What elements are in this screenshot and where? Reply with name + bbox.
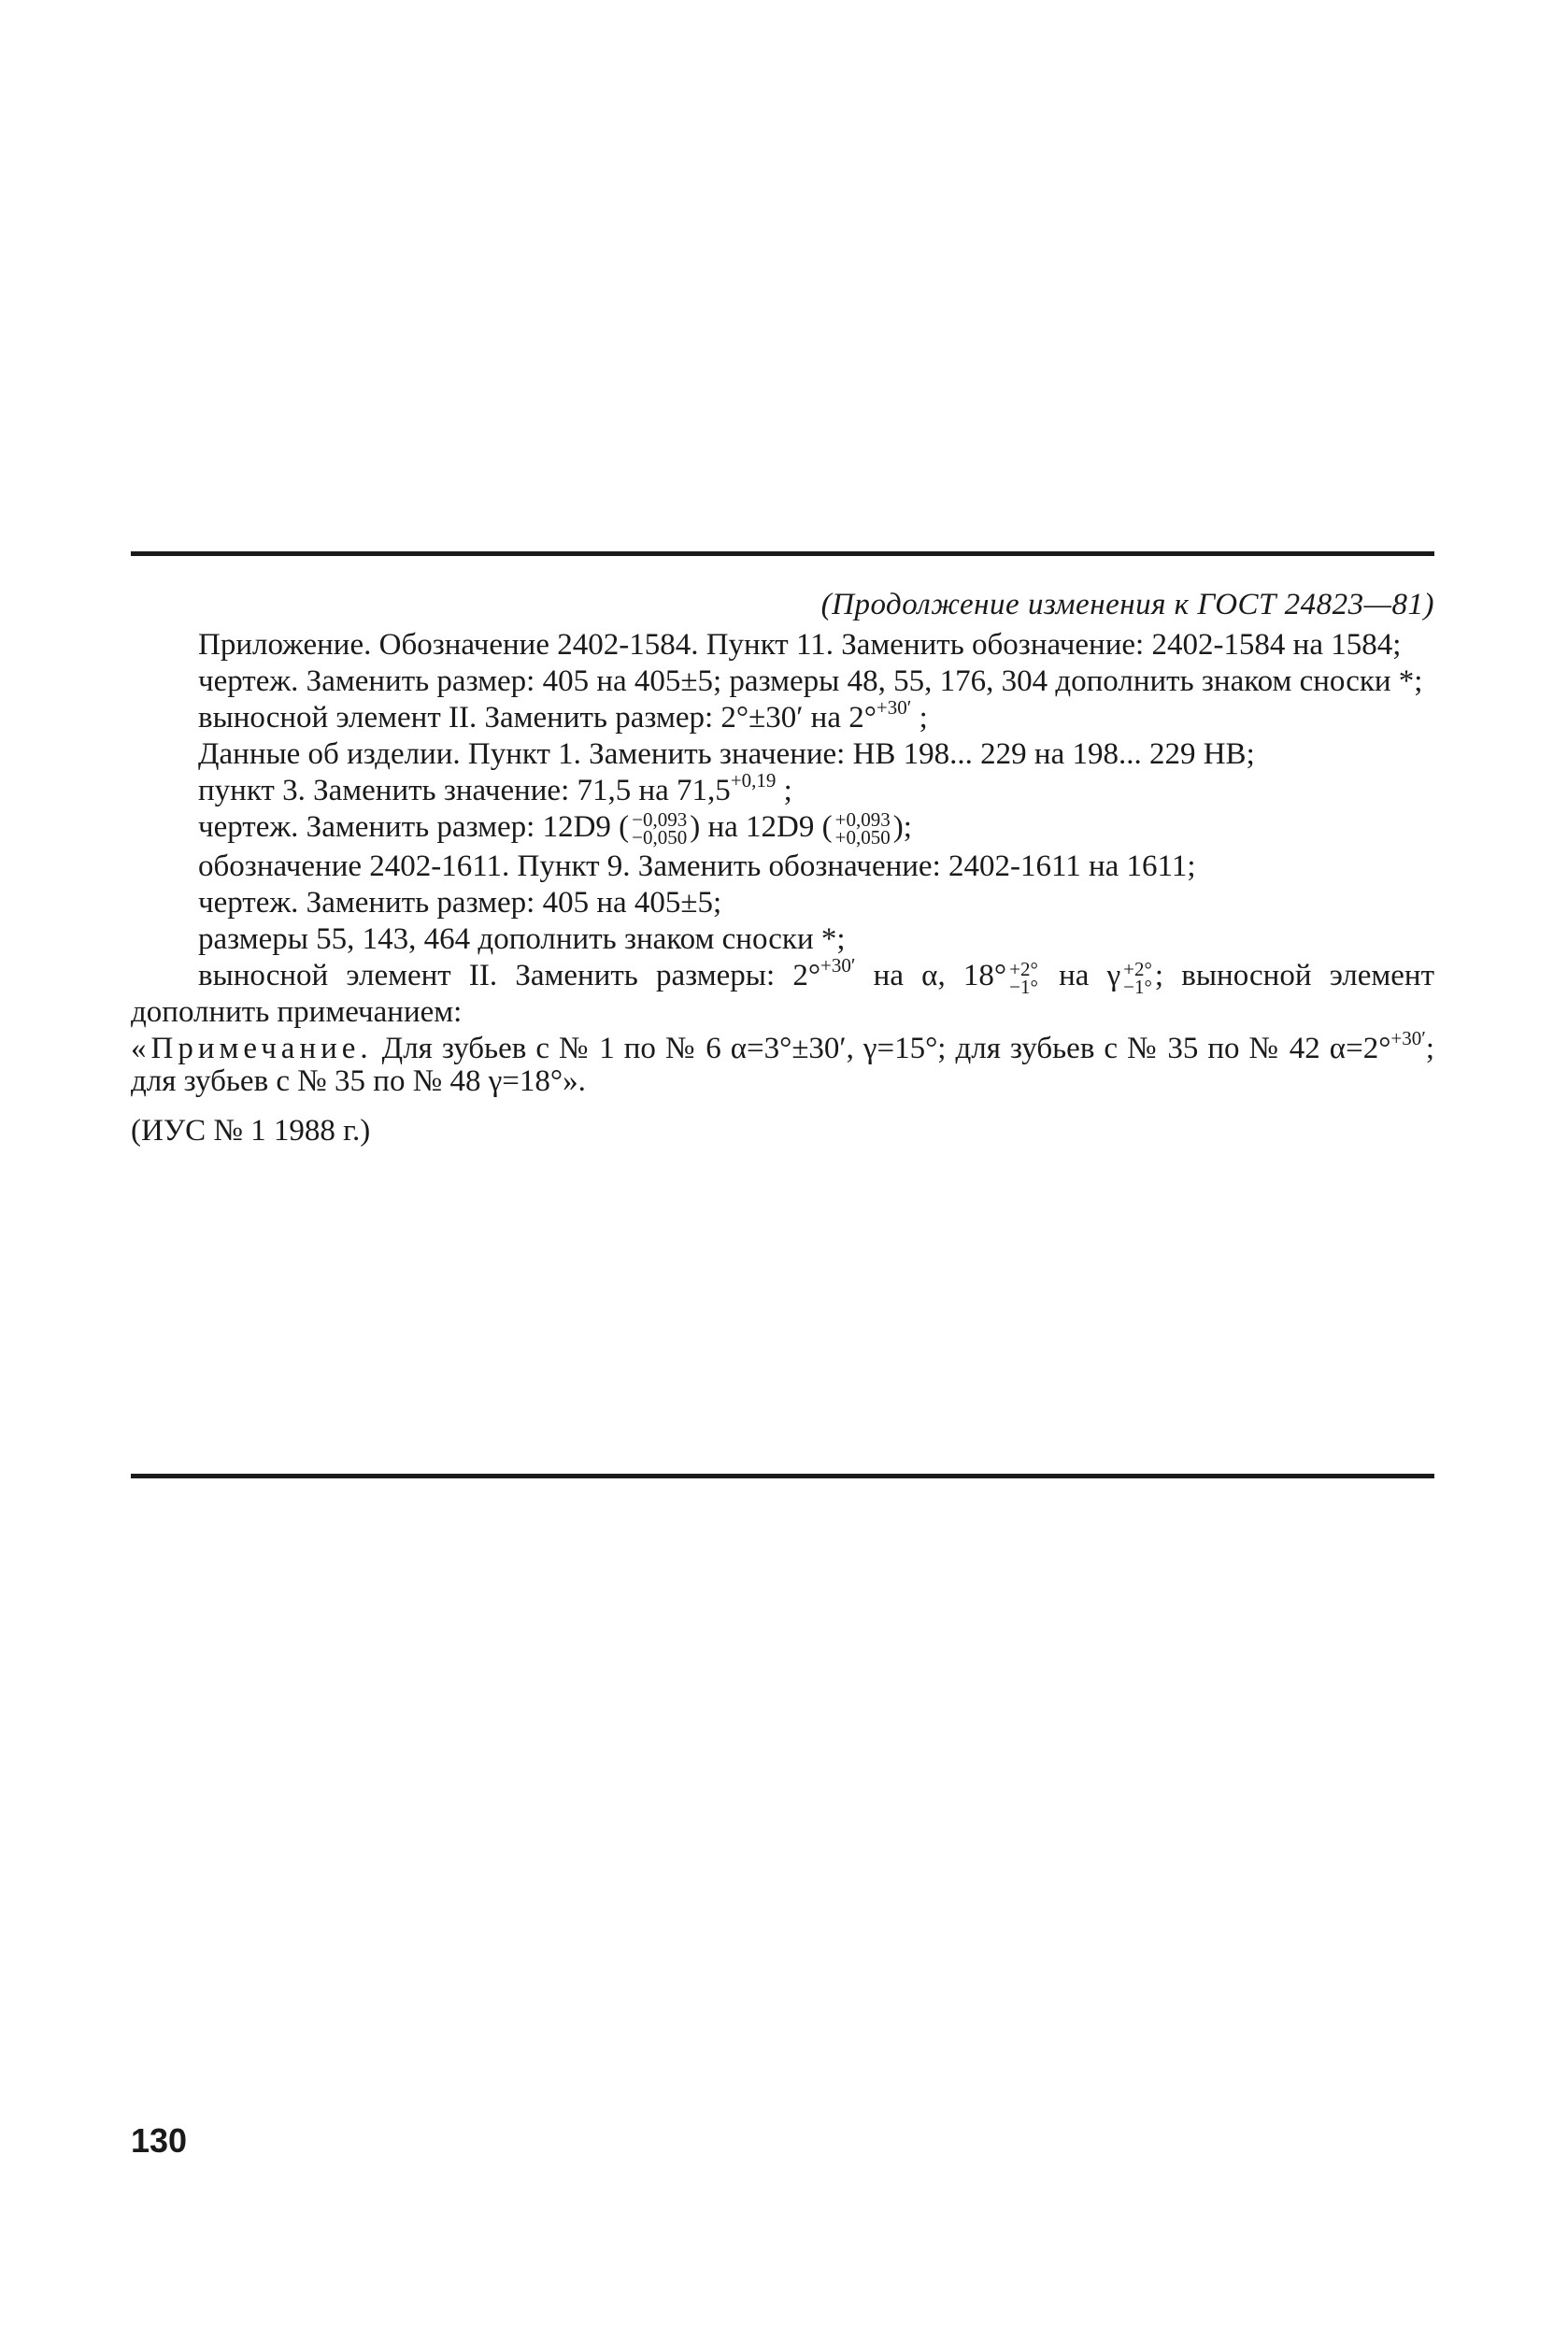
bottom-rule — [131, 1474, 1434, 1478]
p3-end: ; — [919, 701, 928, 735]
tolerance-2-lower: +0,050 — [834, 826, 891, 849]
reference-note: (ИУС № 1 1988 г.) — [131, 1113, 371, 1148]
p6-end: ); — [892, 810, 912, 844]
top-rule — [131, 551, 1434, 556]
tolerance-3 — [1009, 957, 1038, 998]
tolerance-4-lower: −1° — [1123, 975, 1152, 998]
content-block — [131, 589, 1434, 1151]
tolerance-2-upper: +0,093 — [834, 808, 891, 832]
paragraph-4: Данные об изделии. Пункт 1. Заменить значение: НВ 198... 229 на 198... 229 НВ; — [198, 737, 1255, 771]
p5-superscript: +0,19 — [730, 769, 777, 792]
paragraph-10 — [131, 954, 1434, 1029]
page-number: 130 — [131, 2121, 188, 2160]
paragraph-5 — [131, 769, 1434, 807]
tolerance-4 — [1123, 957, 1152, 998]
tolerance-2 — [834, 808, 891, 849]
tolerance-1-upper: −0,093 — [632, 808, 688, 832]
paragraph-8: чертеж. Заменить размер: 405 на 405±5; — [198, 886, 722, 920]
paragraph-6 — [131, 808, 1434, 849]
paragraph-1: Приложение. Обозначение 2402-1584. Пункт 11. Заменить обозначение: 2402-1584 на 1584; — [198, 628, 1402, 662]
p5-end: ; — [783, 774, 792, 807]
p10-superscript: +30′ — [820, 954, 856, 977]
p6-text: чертеж. Заменить размер: 12D9 ( — [198, 810, 630, 844]
tolerance-3-lower: −1° — [1009, 975, 1038, 998]
paragraph-2: чертеж. Заменить размер: 405 на 405±5; размеры 48, 55, 176, 304 дополнить знаком сноски *; — [198, 664, 1423, 698]
p3-text: выносной элемент II. Заменить размер: 2°±30′ на 2° — [198, 701, 877, 735]
tolerance-4-upper: +2° — [1123, 957, 1152, 980]
tolerance-1-lower: −0,050 — [632, 826, 688, 849]
p10-mid-2: на γ — [1040, 959, 1121, 993]
paragraph-7: обозначение 2402-1611. Пункт 9. Заменить обозначение: 2402-1611 на 1611; — [198, 849, 1196, 884]
p11-text: Для зубьев с № 1 по № 6 α=3°±30′, γ=15°; для зубьев с № 35 по № 42 α=2° — [372, 1031, 1391, 1065]
p11-end: ; для зубьев с № 35 по № 48 γ=18°». — [131, 1031, 1434, 1098]
paragraph-9: размеры 55, 143, 464 дополнить знаком сноски *; — [198, 922, 846, 957]
p10-text: выносной элемент II. Заменить размеры: 2° — [198, 959, 821, 993]
p5-text: пункт 3. Заменить значение: 71,5 на 71,5 — [198, 774, 731, 807]
note-label: «Примечание. — [131, 1031, 373, 1065]
p3-superscript: +30′ — [876, 696, 912, 719]
p10-mid-1: на α, 18° — [855, 959, 1007, 993]
paragraph-11 — [131, 1026, 1434, 1098]
p6-mid: ) на 12D9 ( — [690, 810, 833, 844]
p10-end: ; выносной элемент дополнить примечанием: — [131, 959, 1434, 1029]
tolerance-3-upper: +2° — [1009, 957, 1038, 980]
continuation-heading: (Продолжение изменения к ГОСТ 24823—81) — [820, 588, 1434, 621]
p11-superscript: +30′ — [1390, 1026, 1426, 1049]
paragraph-3 — [131, 696, 1434, 735]
tolerance-1 — [632, 808, 688, 849]
